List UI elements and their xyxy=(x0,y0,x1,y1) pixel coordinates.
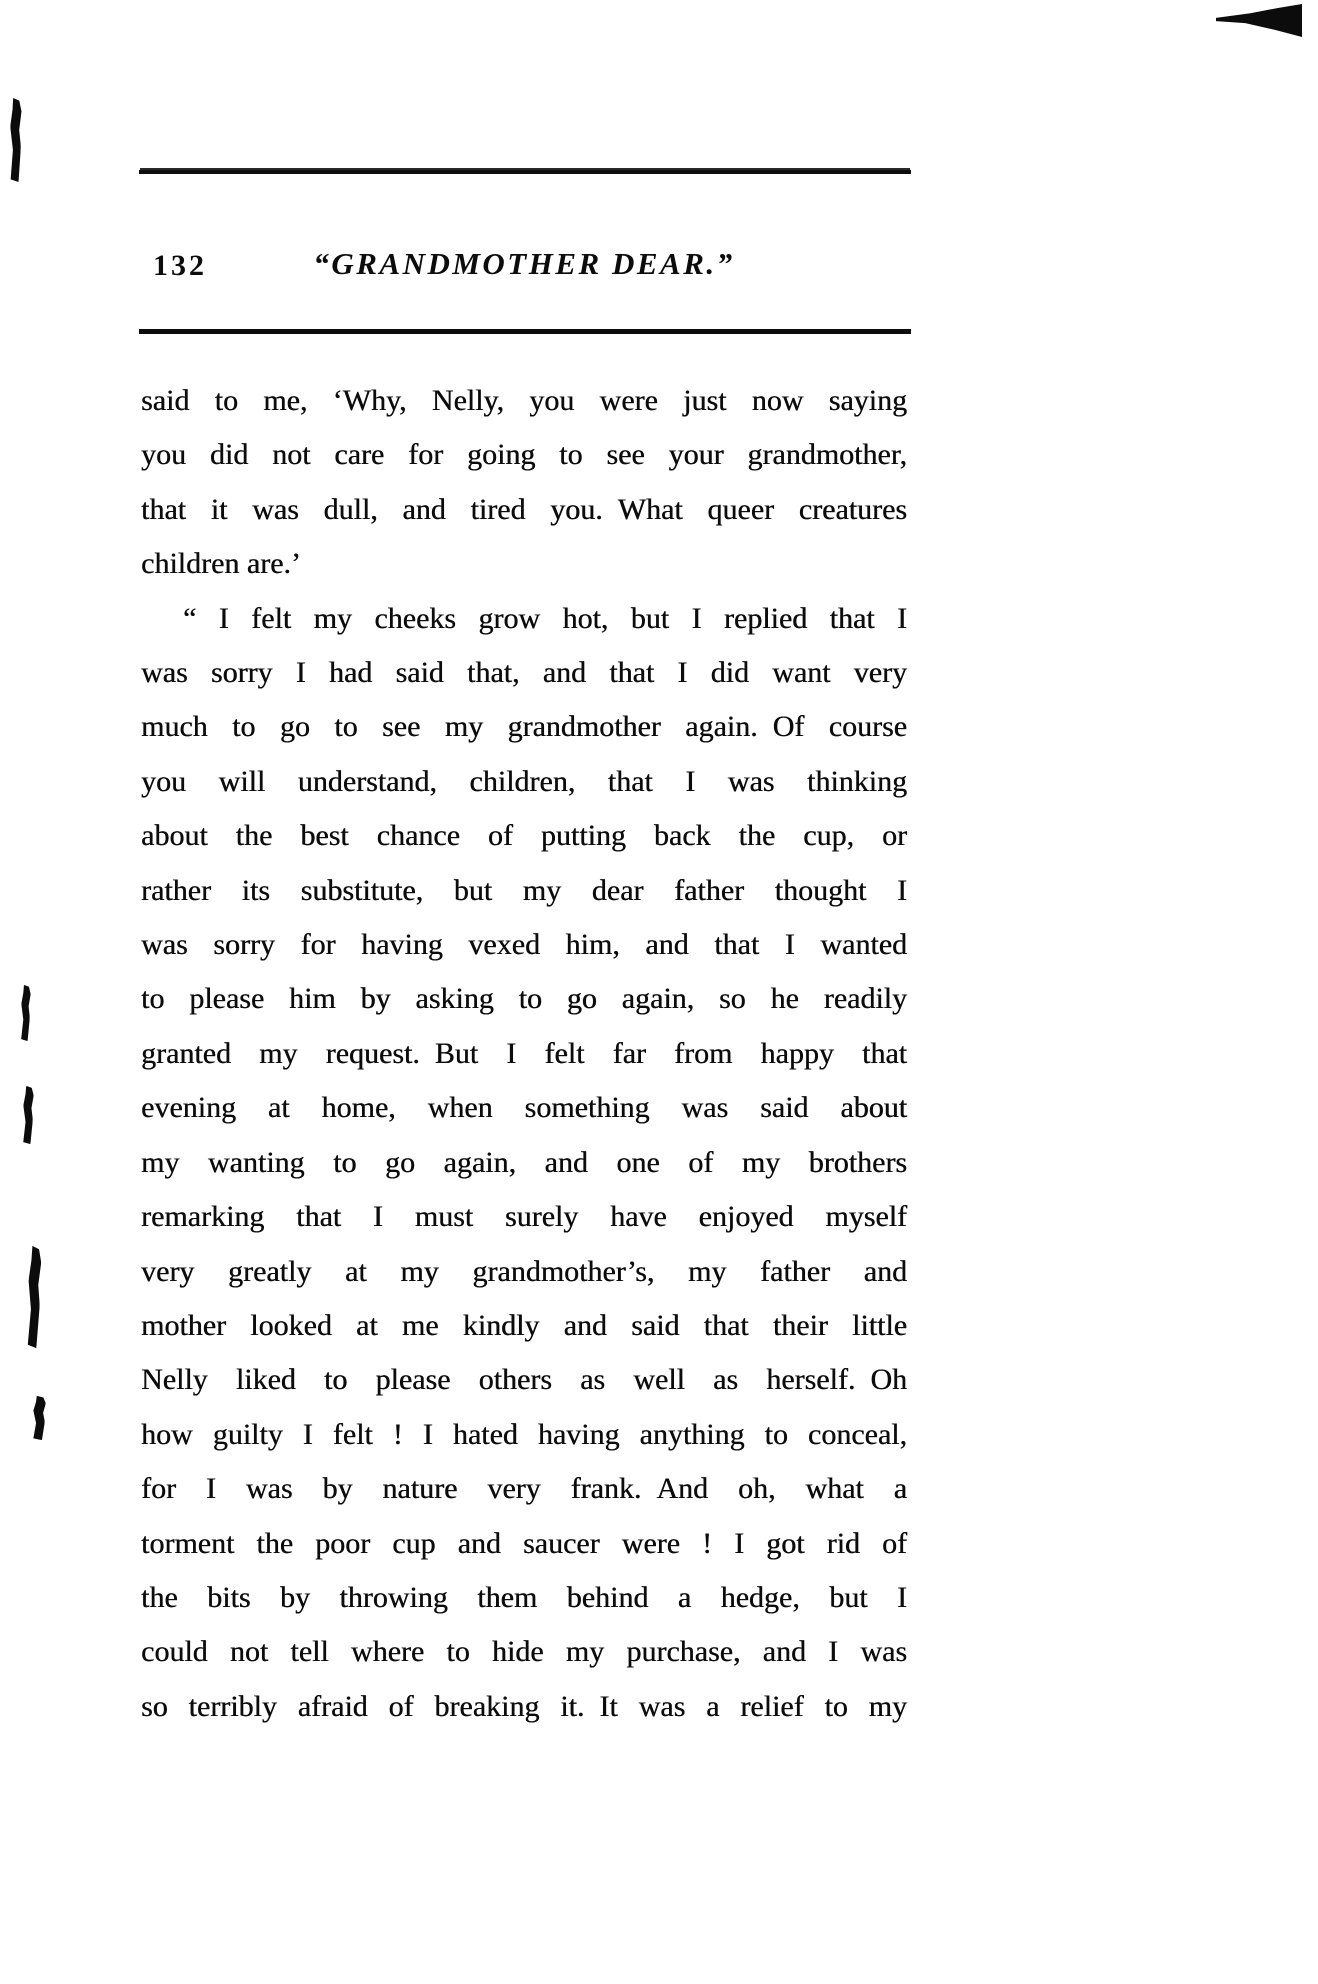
header-rule-bottom xyxy=(139,329,911,334)
text-line: said to me, ‘Why, Nelly, you were just now saying xyxy=(141,384,907,417)
text-line: granted my request. But I felt far from happy that xyxy=(141,1036,907,1070)
scan-artifact-ink-mark xyxy=(26,1246,42,1348)
text-line: you will understand, children, that I was thinking xyxy=(141,764,907,798)
text-line: to please him by asking to go again, so he readily xyxy=(141,982,907,1016)
text-line: so terribly afraid of breaking it. It was a relief to my xyxy=(141,1689,907,1723)
scan-artifact-ink-mark xyxy=(20,985,31,1041)
text-line: that it was dull, and tired you. What queer creatures xyxy=(141,492,907,526)
text-line: you did not care for going to see your grandmother, xyxy=(141,438,907,472)
page-body xyxy=(141,374,907,1734)
text-line: much to go to see my grandmother again. Of course xyxy=(141,710,907,744)
running-title: “GRANDMOTHER DEAR.” xyxy=(313,246,735,281)
page-header xyxy=(141,243,907,295)
text-line: mother looked at me kindly and said that their little xyxy=(141,1308,907,1342)
text-line: for I was by nature very frank. And oh, what a xyxy=(141,1472,907,1506)
text-line: was sorry for having vexed him, and that I wanted xyxy=(141,928,907,962)
scan-artifact-ink-mark xyxy=(32,1396,46,1441)
text-line: torment the poor cup and saucer were ! I got rid of xyxy=(141,1526,907,1560)
text-line: the bits by throwing them behind a hedge, but I xyxy=(141,1580,907,1614)
text-line: how guilty I felt ! I hated having anything to conceal, xyxy=(141,1417,907,1451)
text-line: was sorry I had said that, and that I did want very xyxy=(141,656,907,690)
scan-artifact-corner xyxy=(1216,4,1302,37)
scan-artifact-ink-mark xyxy=(9,98,21,182)
header-rule-top xyxy=(139,170,911,174)
text-line: my wanting to go again, and one of my brothers xyxy=(141,1145,907,1179)
text-line: Nelly liked to please others as well as herself. Oh xyxy=(141,1363,907,1397)
text-line: about the best chance of putting back the cup, or xyxy=(141,819,907,853)
text-line: very greatly at my grandmother’s, my father and xyxy=(141,1254,907,1288)
scan-artifact-ink-mark xyxy=(22,1086,34,1144)
text-line: children are.’ xyxy=(141,547,301,581)
text-line: rather its substitute, but my dear father thought I xyxy=(141,873,907,907)
page-number: 132 xyxy=(153,249,207,282)
text-line: “ I felt my cheeks grow hot, but I replied that I xyxy=(183,601,907,635)
text-line: remarking that I must surely have enjoyed myself xyxy=(141,1200,907,1234)
text-line: evening at home, when something was said about xyxy=(141,1091,907,1125)
text-line: could not tell where to hide my purchase, and I was xyxy=(141,1635,907,1669)
